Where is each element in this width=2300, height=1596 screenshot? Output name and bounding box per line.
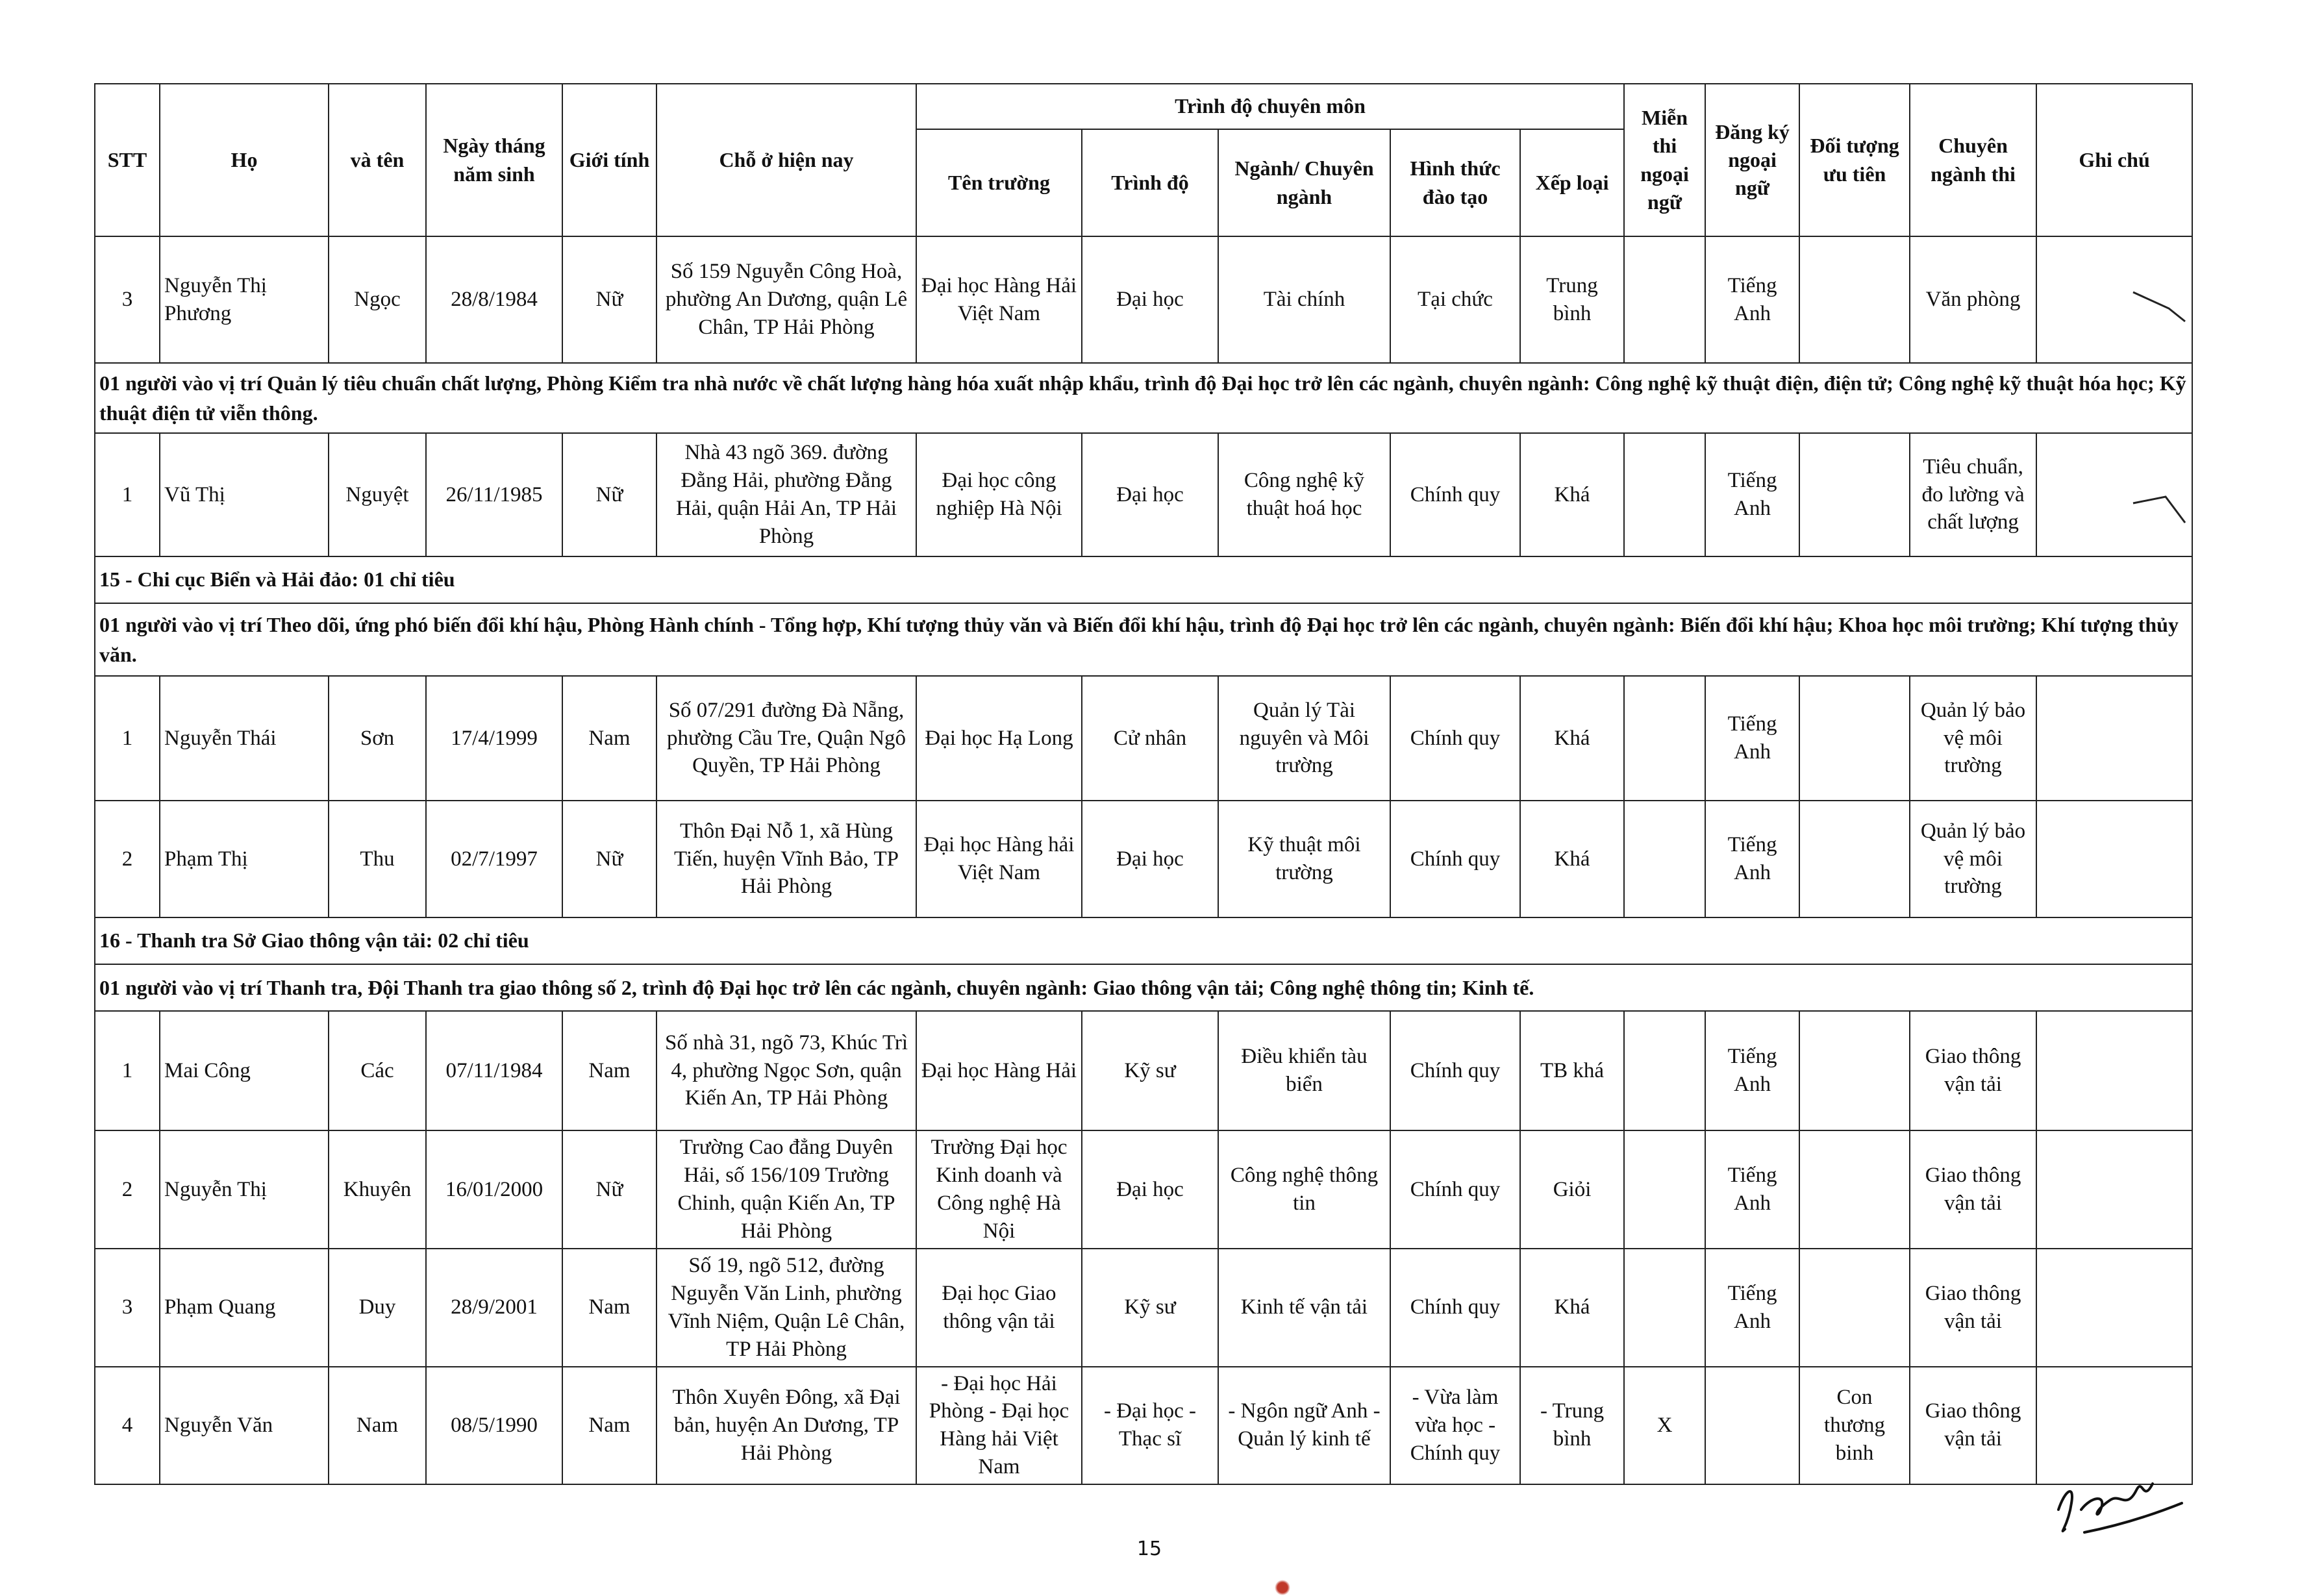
cell-level: Đại học	[1082, 236, 1218, 363]
cell-mode: Chính quy	[1390, 676, 1520, 801]
cell-exam-major: Tiêu chuẩn, đo lường và chất lượng	[1910, 433, 2036, 556]
cell-mode: Chính quy	[1390, 433, 1520, 556]
header-qualification-group: Trình độ chuyên môn	[916, 84, 1624, 129]
header-level: Trình độ	[1082, 129, 1218, 236]
cell-stt: 4	[95, 1367, 160, 1485]
pen-tick-mark-icon	[2130, 487, 2188, 539]
table-row	[95, 1130, 2192, 1249]
cell-exam-major: Giao thông vận tải	[1910, 1367, 2036, 1485]
cell-note	[2036, 801, 2192, 917]
cell-exam-major: Quản lý bảo vệ môi trường	[1910, 801, 2036, 917]
cell-dob: 16/01/2000	[426, 1130, 562, 1249]
section-title: 16 - Thanh tra Sở Giao thông vận tải: 02 chỉ tiêu	[95, 917, 2192, 964]
cell-language: Tiếng Anh	[1705, 676, 1799, 801]
cell-priority	[1799, 236, 1910, 363]
section-row	[95, 917, 2192, 964]
cell-stt: 2	[95, 801, 160, 917]
header-priority: Đối tượng ưu tiên	[1799, 84, 1910, 236]
cell-language: Tiếng Anh	[1705, 1130, 1799, 1249]
document-page	[94, 83, 2192, 1485]
cell-priority	[1799, 1249, 1910, 1367]
cell-level: Đại học	[1082, 433, 1218, 556]
cell-rank: Giỏi	[1520, 1130, 1624, 1249]
cell-ho: Phạm Quang	[160, 1249, 329, 1367]
cell-mode: Tại chức	[1390, 236, 1520, 363]
cell-ho: Nguyễn Văn	[160, 1367, 329, 1485]
cell-rank: TB khá	[1520, 1011, 1624, 1130]
candidate-table	[94, 83, 2193, 1485]
position-row	[95, 363, 2192, 433]
cell-exam-major: Quản lý bảo vệ môi trường	[1910, 676, 2036, 801]
cell-ten: Nam	[329, 1367, 426, 1485]
cell-school: Đại học Giao thông vận tải	[916, 1249, 1082, 1367]
cell-ho: Nguyễn Thái	[160, 676, 329, 801]
cell-ho: Vũ Thị	[160, 433, 329, 556]
cell-exam-major: Giao thông vận tải	[1910, 1011, 2036, 1130]
cell-dob: 28/8/1984	[426, 236, 562, 363]
cell-rank: Trung bình	[1520, 236, 1624, 363]
cell-school: Đại học công nghiệp Hà Nội	[916, 433, 1082, 556]
cell-rank: Khá	[1520, 1249, 1624, 1367]
cell-priority	[1799, 1011, 1910, 1130]
cell-level: Kỹ sư	[1082, 1011, 1218, 1130]
cell-exempt	[1624, 1130, 1705, 1249]
table-row	[95, 1367, 2192, 1485]
cell-school: - Đại học Hải Phòng - Đại học Hàng hải Việt Nam	[916, 1367, 1082, 1485]
cell-stt: 3	[95, 1249, 160, 1367]
cell-gender: Nữ	[562, 1130, 656, 1249]
cell-ho: Nguyễn Thị	[160, 1130, 329, 1249]
cell-dob: 02/7/1997	[426, 801, 562, 917]
header-school: Tên trường	[916, 129, 1082, 236]
cell-mode: Chính quy	[1390, 1249, 1520, 1367]
cell-exempt	[1624, 433, 1705, 556]
cell-gender: Nữ	[562, 801, 656, 917]
table-row	[95, 676, 2192, 801]
cell-ten: Duy	[329, 1249, 426, 1367]
position-description: 01 người vào vị trí Quản lý tiêu chuẩn chất lượng, Phòng Kiểm tra nhà nước về chất lượng hàng hóa xuất nhập khẩu, trình độ Đại học trở lên các ngành, chuyên ngành: Công nghệ kỹ thuật điện, điện tử; Công nghệ kỹ thuật hóa học; Kỹ thuật điện tử viễn thông.	[95, 363, 2192, 433]
cell-ten: Sơn	[329, 676, 426, 801]
cell-priority: Con thương binh	[1799, 1367, 1910, 1485]
cell-address: Số 19, ngõ 512, đường Nguyễn Văn Linh, phường Vĩnh Niệm, Quận Lê Chân, TP Hải Phòng	[656, 1249, 916, 1367]
header-language: Đăng ký ngoại ngữ	[1705, 84, 1799, 236]
header-ho: Họ	[160, 84, 329, 236]
header-address: Chỗ ở hiện nay	[656, 84, 916, 236]
section-title: 15 - Chi cục Biển và Hải đảo: 01 chỉ tiêu	[95, 556, 2192, 603]
header-dob: Ngày tháng năm sinh	[426, 84, 562, 236]
red-stamp-fragment	[1273, 1579, 1292, 1596]
cell-mode: Chính quy	[1390, 1011, 1520, 1130]
position-row	[95, 603, 2192, 676]
cell-school: Đại học Hàng Hải Việt Nam	[916, 236, 1082, 363]
table-row	[95, 1249, 2192, 1367]
cell-exempt	[1624, 1249, 1705, 1367]
cell-dob: 26/11/1985	[426, 433, 562, 556]
cell-exam-major: Văn phòng	[1910, 236, 2036, 363]
cell-language: Tiếng Anh	[1705, 433, 1799, 556]
header-gender: Giới tính	[562, 84, 656, 236]
cell-dob: 17/4/1999	[426, 676, 562, 801]
cell-exam-major: Giao thông vận tải	[1910, 1130, 2036, 1249]
header-stt: STT	[95, 84, 160, 236]
cell-language: Tiếng Anh	[1705, 1249, 1799, 1367]
cell-address: Số nhà 31, ngõ 73, Khúc Trì 4, phường Ngọc Sơn, quận Kiến An, TP Hải Phòng	[656, 1011, 916, 1130]
cell-priority	[1799, 433, 1910, 556]
cell-exam-major: Giao thông vận tải	[1910, 1249, 2036, 1367]
cell-ho: Phạm Thị	[160, 801, 329, 917]
cell-language: Tiếng Anh	[1705, 236, 1799, 363]
cell-exempt	[1624, 801, 1705, 917]
cell-school: Đại học Hàng hải Việt Nam	[916, 801, 1082, 917]
cell-rank: Khá	[1520, 676, 1624, 801]
cell-gender: Nam	[562, 1011, 656, 1130]
page-number: 15	[1136, 1538, 1162, 1560]
position-description: 01 người vào vị trí Theo dõi, ứng phó biến đổi khí hậu, Phòng Hành chính - Tổng hợp, Khí tượng thủy văn và Biến đổi khí hậu, trình độ Đại học trở lên các ngành, chuyên ngành: Biến đổi khí hậu; Khoa học môi trường; Khí tượng thủy văn.	[95, 603, 2192, 676]
cell-priority	[1799, 801, 1910, 917]
cell-note	[2036, 1249, 2192, 1367]
table-row	[95, 236, 2192, 363]
cell-mode: Chính quy	[1390, 1130, 1520, 1249]
cell-level: Đại học	[1082, 1130, 1218, 1249]
cell-major: Quản lý Tài nguyên và Môi trường	[1218, 676, 1390, 801]
cell-major: Công nghệ kỹ thuật hoá học	[1218, 433, 1390, 556]
cell-gender: Nam	[562, 676, 656, 801]
position-description: 01 người vào vị trí Thanh tra, Đội Thanh tra giao thông số 2, trình độ Đại học trở lên các ngành, chuyên ngành: Giao thông vận tải; Công nghệ thông tin; Kinh tế.	[95, 964, 2192, 1011]
cell-gender: Nữ	[562, 433, 656, 556]
cell-priority	[1799, 676, 1910, 801]
cell-ten: Thu	[329, 801, 426, 917]
cell-major: Kỹ thuật môi trường	[1218, 801, 1390, 917]
table-row	[95, 1011, 2192, 1130]
header-ten: và tên	[329, 84, 426, 236]
cell-major: Tài chính	[1218, 236, 1390, 363]
cell-mode: - Vừa làm vừa học - Chính quy	[1390, 1367, 1520, 1485]
cell-level: Kỹ sư	[1082, 1249, 1218, 1367]
cell-ten: Nguyệt	[329, 433, 426, 556]
cell-exempt	[1624, 236, 1705, 363]
cell-priority	[1799, 1130, 1910, 1249]
cell-major: Công nghệ thông tin	[1218, 1130, 1390, 1249]
header-exam-major: Chuyên ngành thi	[1910, 84, 2036, 236]
cell-rank: Khá	[1520, 433, 1624, 556]
cell-address: Thôn Xuyên Đông, xã Đại bản, huyện An Dương, TP Hải Phòng	[656, 1367, 916, 1485]
cell-mode: Chính quy	[1390, 801, 1520, 917]
cell-dob: 28/9/2001	[426, 1249, 562, 1367]
cell-address: Thôn Đại Nỗ 1, xã Hùng Tiến, huyện Vĩnh Bảo, TP Hải Phòng	[656, 801, 916, 917]
cell-address: Trường Cao đẳng Duyên Hải, số 156/109 Trường Chinh, quận Kiến An, TP Hải Phòng	[656, 1130, 916, 1249]
pen-tick-mark-icon	[2130, 286, 2188, 338]
header-training-mode: Hình thức đào tạo	[1390, 129, 1520, 236]
cell-ten: Ngọc	[329, 236, 426, 363]
header-note: Ghi chú	[2036, 84, 2192, 236]
cell-major: Điều khiển tàu biển	[1218, 1011, 1390, 1130]
cell-stt: 3	[95, 236, 160, 363]
section-row	[95, 556, 2192, 603]
cell-ho: Mai Công	[160, 1011, 329, 1130]
header-exempt: Miễn thi ngoại ngữ	[1624, 84, 1705, 236]
cell-language	[1705, 1367, 1799, 1485]
cell-note	[2036, 1130, 2192, 1249]
cell-note	[2036, 676, 2192, 801]
cell-address: Nhà 43 ngõ 369. đường Đằng Hải, phường Đằng Hải, quận Hải An, TP Hải Phòng	[656, 433, 916, 556]
signature-initials-icon	[2045, 1464, 2188, 1542]
cell-school: Đại học Hạ Long	[916, 676, 1082, 801]
position-row	[95, 964, 2192, 1011]
cell-exempt: X	[1624, 1367, 1705, 1485]
cell-stt: 1	[95, 1011, 160, 1130]
cell-ten: Các	[329, 1011, 426, 1130]
cell-ho: Nguyễn Thị Phương	[160, 236, 329, 363]
cell-major: Kinh tế vận tải	[1218, 1249, 1390, 1367]
header-rank: Xếp loại	[1520, 129, 1624, 236]
cell-level: Cử nhân	[1082, 676, 1218, 801]
cell-gender: Nam	[562, 1249, 656, 1367]
table-row	[95, 801, 2192, 917]
cell-level: - Đại học - Thạc sĩ	[1082, 1367, 1218, 1485]
cell-exempt	[1624, 1011, 1705, 1130]
cell-address: Số 159 Nguyễn Công Hoà, phường An Dương, quận Lê Chân, TP Hải Phòng	[656, 236, 916, 363]
cell-rank: Khá	[1520, 801, 1624, 917]
cell-stt: 1	[95, 676, 160, 801]
header-major: Ngành/ Chuyên ngành	[1218, 129, 1390, 236]
cell-rank: - Trung bình	[1520, 1367, 1624, 1485]
cell-language: Tiếng Anh	[1705, 801, 1799, 917]
cell-gender: Nữ	[562, 236, 656, 363]
cell-dob: 08/5/1990	[426, 1367, 562, 1485]
cell-gender: Nam	[562, 1367, 656, 1485]
cell-stt: 2	[95, 1130, 160, 1249]
cell-major: - Ngôn ngữ Anh - Quản lý kinh tế	[1218, 1367, 1390, 1485]
cell-exempt	[1624, 676, 1705, 801]
cell-school: Trường Đại học Kinh doanh và Công nghệ Hà Nội	[916, 1130, 1082, 1249]
cell-note	[2036, 1011, 2192, 1130]
cell-language: Tiếng Anh	[1705, 1011, 1799, 1130]
cell-level: Đại học	[1082, 801, 1218, 917]
table-row	[95, 433, 2192, 556]
cell-address: Số 07/291 đường Đà Nẵng, phường Cầu Tre, Quận Ngô Quyền, TP Hải Phòng	[656, 676, 916, 801]
cell-ten: Khuyên	[329, 1130, 426, 1249]
cell-stt: 1	[95, 433, 160, 556]
cell-school: Đại học Hàng Hải	[916, 1011, 1082, 1130]
cell-dob: 07/11/1984	[426, 1011, 562, 1130]
